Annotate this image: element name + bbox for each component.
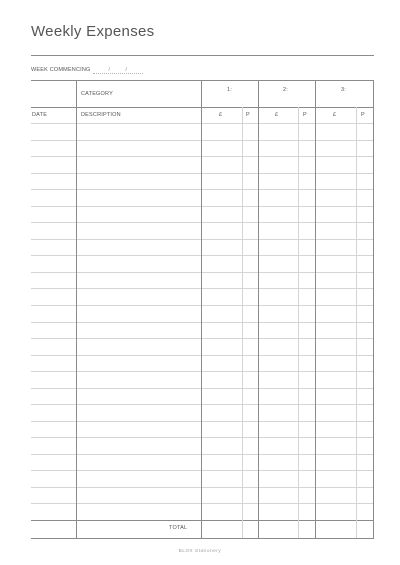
entry-row-line xyxy=(31,239,374,240)
entry-row-line xyxy=(31,173,374,174)
entry-row-line xyxy=(31,140,374,141)
entry-row-line xyxy=(31,272,374,273)
entry-row-line xyxy=(31,404,374,405)
entry-row-line xyxy=(31,322,374,323)
group-1-divider xyxy=(258,80,259,538)
table-bottom-border xyxy=(31,538,374,539)
week-commencing-row xyxy=(31,64,143,74)
date-column-divider xyxy=(76,80,77,538)
entry-row-line xyxy=(31,206,374,207)
entry-row-line xyxy=(31,355,374,356)
entry-row-line xyxy=(31,454,374,455)
group-3-label: 3: xyxy=(341,87,346,93)
date-separator: / xyxy=(108,67,110,73)
column-header-divider xyxy=(31,123,374,124)
group-3-pounds-header: £ xyxy=(333,112,337,118)
entry-row-line xyxy=(31,437,374,438)
entry-row-line xyxy=(31,338,374,339)
entry-row-line xyxy=(31,470,374,471)
description-column-divider xyxy=(201,80,202,538)
entry-row-line xyxy=(31,305,374,306)
week-commencing-label: WEEK COMMENCING xyxy=(31,67,91,73)
group-2-pence-divider xyxy=(298,107,299,538)
entry-row-line xyxy=(31,222,374,223)
total-row-top-border xyxy=(31,520,374,521)
footer-brand: BLOX Stationery xyxy=(178,548,222,553)
entry-row-line xyxy=(31,388,374,389)
group-3-pence-header: P xyxy=(361,112,365,118)
group-1-label: 1: xyxy=(227,87,232,93)
entry-row-line xyxy=(31,487,374,488)
expenses-table xyxy=(31,80,374,538)
entry-row-line xyxy=(31,371,374,372)
category-header: CATEGORY xyxy=(81,91,113,97)
description-header: DESCRIPTION xyxy=(81,112,121,118)
entry-row-line xyxy=(31,503,374,504)
entry-row-line xyxy=(31,288,374,289)
total-label: TOTAL xyxy=(169,525,188,531)
group-2-pence-header: P xyxy=(303,112,307,118)
group-1-pence-header: P xyxy=(246,112,250,118)
group-1-pence-divider xyxy=(242,107,243,538)
table-right-border xyxy=(373,80,374,538)
entry-row-line xyxy=(31,255,374,256)
date-header: DATE xyxy=(32,112,48,118)
group-1-pounds-header: £ xyxy=(219,112,223,118)
header-divider xyxy=(31,107,374,108)
group-2-label: 2: xyxy=(283,87,288,93)
entry-row-line xyxy=(31,156,374,157)
table-top-border xyxy=(31,80,374,81)
entry-row-line xyxy=(31,421,374,422)
group-2-pounds-header: £ xyxy=(275,112,279,118)
page-title: Weekly Expenses xyxy=(31,23,155,40)
week-commencing-date-field[interactable] xyxy=(93,69,143,74)
entry-row-line xyxy=(31,189,374,190)
title-divider xyxy=(31,55,374,56)
group-2-divider xyxy=(315,80,316,538)
date-separator: / xyxy=(125,67,127,73)
group-3-pence-divider xyxy=(356,107,357,538)
